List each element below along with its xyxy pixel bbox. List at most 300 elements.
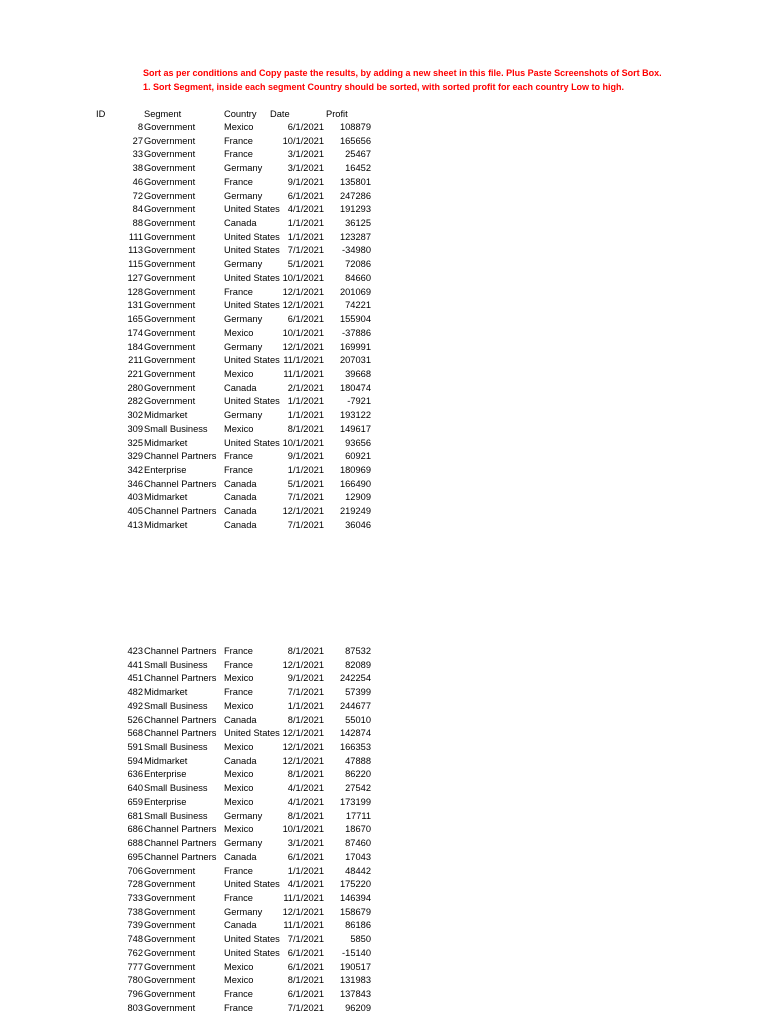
cell-id: 803: [127, 1002, 143, 1013]
cell-date: 12/1/2021: [282, 286, 324, 297]
cell-segment: Small Business: [144, 700, 208, 711]
cell-date: 8/1/2021: [287, 810, 324, 821]
table-row: [0, 341, 768, 355]
cell-segment: Government: [144, 286, 196, 297]
cell-profit: 17043: [345, 851, 371, 862]
cell-profit: 201069: [339, 286, 371, 297]
cell-country: Canada: [224, 492, 257, 503]
cell-country: United States: [224, 728, 280, 739]
cell-segment: Government: [144, 934, 196, 945]
cell-id: 777: [127, 961, 143, 972]
cell-profit: 166490: [339, 478, 371, 489]
cell-country: Germany: [224, 314, 263, 325]
cell-profit: 96209: [345, 1002, 371, 1013]
cell-segment: Channel Partners: [144, 714, 217, 725]
cell-segment: Channel Partners: [144, 646, 217, 656]
table-row: [0, 190, 768, 204]
cell-id: 111: [128, 231, 143, 242]
cell-segment: Government: [144, 920, 196, 931]
cell-profit: 60921: [345, 451, 371, 462]
cell-country: Germany: [224, 163, 263, 174]
cell-profit: 12909: [345, 492, 371, 503]
table-row: [0, 231, 768, 245]
cell-profit: 135801: [339, 176, 371, 187]
cell-date: 8/1/2021: [287, 646, 324, 656]
cell-profit: 108879: [339, 122, 371, 132]
cell-profit: 5850: [350, 934, 371, 945]
cell-id: 84: [132, 204, 143, 215]
cell-segment: Midmarket: [144, 687, 188, 698]
cell-date: 4/1/2021: [287, 783, 324, 794]
cell-country: Germany: [224, 259, 263, 270]
cell-id: 346: [127, 478, 143, 489]
header-profit: Profit: [326, 109, 348, 119]
cell-date: 7/1/2021: [287, 934, 324, 945]
cell-country: Germany: [224, 190, 263, 201]
cell-profit: 244677: [339, 700, 371, 711]
cell-profit: 166353: [339, 742, 371, 753]
cell-segment: Midmarket: [144, 519, 188, 530]
table-row: [0, 865, 768, 879]
cell-segment: Small Business: [144, 742, 208, 753]
cell-profit: 27542: [345, 783, 371, 794]
cell-date: 3/1/2021: [287, 149, 324, 160]
cell-id: 780: [127, 975, 143, 986]
cell-segment: Government: [144, 259, 196, 270]
cell-date: 9/1/2021: [287, 451, 324, 462]
table-row: [0, 244, 768, 258]
instruction-line-2: 1. Sort Segment, inside each segment Country should be sorted, with sorted profit for each country Low to high.: [143, 82, 625, 92]
cell-id: 688: [127, 838, 143, 849]
cell-profit: -7921: [347, 396, 371, 407]
cell-profit: 36125: [345, 218, 371, 229]
cell-id: 8: [137, 122, 143, 132]
cell-profit: 17711: [345, 810, 371, 821]
cell-country: Mexico: [224, 423, 254, 434]
cell-segment: Enterprise: [144, 769, 187, 780]
header-country: Country: [224, 109, 257, 119]
cell-segment: Channel Partners: [144, 838, 217, 849]
header-segment: Segment: [144, 109, 182, 119]
cell-segment: Government: [144, 947, 196, 958]
table-row: [0, 519, 768, 533]
table-row: [0, 258, 768, 272]
table-row: [0, 135, 768, 149]
cell-id: 38: [132, 163, 143, 174]
cell-id: 636: [127, 769, 143, 780]
cell-id: 594: [127, 755, 143, 766]
cell-country: United States: [224, 204, 280, 215]
table-row: [0, 892, 768, 906]
cell-country: France: [224, 687, 253, 698]
table-row: [0, 796, 768, 810]
cell-segment: Channel Partners: [144, 478, 217, 489]
cell-profit: 82089: [345, 659, 371, 670]
cell-date: 12/1/2021: [282, 300, 324, 311]
cell-date: 1/1/2021: [287, 231, 324, 242]
data-block-1: [0, 121, 768, 533]
table-row: [0, 423, 768, 437]
cell-profit: 173199: [339, 796, 371, 807]
table-row: [0, 782, 768, 796]
cell-id: 113: [128, 245, 143, 256]
cell-profit: 207031: [339, 355, 371, 366]
cell-profit: 18670: [345, 824, 371, 835]
table-row: [0, 961, 768, 975]
cell-id: 221: [127, 368, 143, 379]
cell-segment: Channel Partners: [144, 506, 217, 517]
cell-segment: Government: [144, 300, 196, 311]
cell-segment: Government: [144, 190, 196, 201]
cell-id: 115: [128, 259, 143, 270]
cell-date: 9/1/2021: [287, 176, 324, 187]
cell-date: 12/1/2021: [282, 728, 324, 739]
cell-date: 3/1/2021: [287, 838, 324, 849]
table-row: [0, 148, 768, 162]
cell-segment: Government: [144, 163, 196, 174]
cell-id: 329: [127, 451, 143, 462]
cell-profit: 55010: [345, 714, 371, 725]
cell-segment: Government: [144, 204, 196, 215]
table-row: [0, 659, 768, 673]
cell-id: 46: [132, 176, 143, 187]
cell-date: 6/1/2021: [287, 190, 324, 201]
cell-profit: 93656: [345, 437, 371, 448]
cell-segment: Government: [144, 1002, 196, 1013]
cell-date: 8/1/2021: [287, 975, 324, 986]
cell-date: 4/1/2021: [287, 204, 324, 215]
cell-country: Mexico: [224, 327, 254, 338]
cell-segment: Government: [144, 272, 196, 283]
cell-country: Germany: [224, 410, 263, 421]
cell-date: 10/1/2021: [282, 824, 324, 835]
cell-profit: 247286: [339, 190, 371, 201]
instruction-line-1: Sort as per conditions and Copy paste the results, by adding a new sheet in this file. Plus Paste Screenshots of Sort Box.: [143, 68, 662, 78]
table-row: [0, 478, 768, 492]
cell-profit: 36046: [345, 519, 371, 530]
cell-date: 1/1/2021: [287, 410, 324, 421]
cell-country: Mexico: [224, 975, 254, 986]
cell-profit: 219249: [339, 506, 371, 517]
cell-profit: 180474: [339, 382, 371, 393]
cell-date: 5/1/2021: [287, 478, 324, 489]
cell-id: 441: [127, 659, 143, 670]
table-row: [0, 700, 768, 714]
table-row: [0, 464, 768, 478]
cell-segment: Government: [144, 122, 196, 132]
table-row: [0, 672, 768, 686]
cell-country: Germany: [224, 341, 263, 352]
cell-id: 413: [127, 519, 143, 530]
cell-date: 4/1/2021: [287, 879, 324, 890]
cell-segment: Government: [144, 865, 196, 876]
cell-id: 405: [127, 506, 143, 517]
cell-date: 8/1/2021: [287, 714, 324, 725]
cell-profit: 180969: [339, 464, 371, 475]
cell-date: 11/1/2021: [283, 368, 324, 379]
cell-id: 659: [127, 796, 143, 807]
cell-segment: Small Business: [144, 423, 208, 434]
cell-id: 211: [128, 355, 143, 366]
cell-profit: 25467: [345, 149, 371, 160]
cell-country: Canada: [224, 920, 257, 931]
cell-profit: -37886: [342, 327, 371, 338]
cell-id: 128: [127, 286, 143, 297]
instructions: [143, 66, 662, 94]
cell-id: 309: [127, 423, 143, 434]
table-row: [0, 491, 768, 505]
table-row: [0, 919, 768, 933]
cell-country: Canada: [224, 755, 257, 766]
table-row: [0, 217, 768, 231]
table-row: [0, 450, 768, 464]
table-row: [0, 810, 768, 824]
table-row: [0, 286, 768, 300]
header-id: ID: [96, 109, 106, 119]
cell-segment: Channel Partners: [144, 673, 217, 684]
cell-country: France: [224, 988, 253, 999]
cell-segment: Government: [144, 245, 196, 256]
cell-profit: 123287: [339, 231, 371, 242]
cell-segment: Government: [144, 396, 196, 407]
cell-country: United States: [224, 231, 280, 242]
cell-segment: Channel Partners: [144, 824, 217, 835]
cell-segment: Government: [144, 988, 196, 999]
cell-profit: 149617: [339, 423, 371, 434]
cell-segment: Channel Partners: [144, 728, 217, 739]
cell-date: 6/1/2021: [287, 947, 324, 958]
cell-date: 7/1/2021: [287, 519, 324, 530]
table-row: [0, 837, 768, 851]
cell-profit: -34980: [342, 245, 371, 256]
cell-id: 796: [127, 988, 143, 999]
cell-segment: Government: [144, 135, 196, 146]
cell-country: Mexico: [224, 783, 254, 794]
cell-id: 640: [127, 783, 143, 794]
cell-profit: 131983: [339, 975, 371, 986]
cell-country: Germany: [224, 810, 263, 821]
cell-country: United States: [224, 396, 280, 407]
cell-country: Mexico: [224, 700, 254, 711]
table-row: [0, 1002, 768, 1016]
cell-profit: 48442: [345, 865, 371, 876]
cell-profit: 155904: [339, 314, 371, 325]
cell-date: 11/1/2021: [283, 920, 324, 931]
cell-date: 1/1/2021: [287, 396, 324, 407]
cell-segment: Small Business: [144, 783, 208, 794]
cell-id: 325: [127, 437, 143, 448]
cell-id: 526: [127, 714, 143, 725]
header-date: Date: [270, 109, 290, 119]
cell-date: 12/1/2021: [282, 755, 324, 766]
cell-country: Canada: [224, 519, 257, 530]
table-row: [0, 727, 768, 741]
cell-date: 9/1/2021: [287, 673, 324, 684]
cell-country: France: [224, 135, 253, 146]
cell-profit: 74221: [345, 300, 371, 311]
cell-id: 762: [127, 947, 143, 958]
table-row: [0, 714, 768, 728]
cell-date: 1/1/2021: [287, 865, 324, 876]
cell-date: 12/1/2021: [282, 742, 324, 753]
cell-segment: Government: [144, 382, 196, 393]
cell-profit: 72086: [345, 259, 371, 270]
cell-country: Mexico: [224, 368, 254, 379]
cell-date: 10/1/2021: [282, 437, 324, 448]
cell-date: 12/1/2021: [282, 659, 324, 670]
cell-segment: Government: [144, 906, 196, 917]
cell-date: 12/1/2021: [282, 341, 324, 352]
table-row: [0, 437, 768, 451]
cell-segment: Enterprise: [144, 464, 187, 475]
cell-date: 1/1/2021: [287, 218, 324, 229]
table-row: [0, 203, 768, 217]
table-row: [0, 505, 768, 519]
cell-id: 280: [127, 382, 143, 393]
cell-country: France: [224, 659, 253, 670]
cell-segment: Government: [144, 149, 196, 160]
cell-id: 706: [127, 865, 143, 876]
table-row: [0, 768, 768, 782]
cell-profit: 39668: [345, 368, 371, 379]
table-row: [0, 272, 768, 286]
cell-profit: 47888: [345, 755, 371, 766]
cell-country: Canada: [224, 851, 257, 862]
cell-id: 686: [127, 824, 143, 835]
table-row: [0, 368, 768, 382]
cell-country: Germany: [224, 906, 263, 917]
cell-id: 127: [127, 272, 143, 283]
table-row: [0, 395, 768, 409]
cell-id: 72: [132, 190, 143, 201]
cell-country: France: [224, 464, 253, 475]
cell-country: France: [224, 176, 253, 187]
cell-profit: 242254: [339, 673, 371, 684]
cell-country: Canada: [224, 506, 257, 517]
table-row: [0, 878, 768, 892]
cell-date: 6/1/2021: [287, 851, 324, 862]
cell-date: 7/1/2021: [287, 492, 324, 503]
table-row: [0, 988, 768, 1002]
cell-id: 131: [127, 300, 143, 311]
cell-date: 8/1/2021: [287, 423, 324, 434]
cell-profit: 165656: [339, 135, 371, 146]
cell-date: 7/1/2021: [287, 1002, 324, 1013]
cell-segment: Government: [144, 892, 196, 903]
cell-id: 568: [127, 728, 143, 739]
cell-profit: 137843: [339, 988, 371, 999]
cell-id: 728: [127, 879, 143, 890]
cell-date: 6/1/2021: [287, 314, 324, 325]
cell-segment: Channel Partners: [144, 851, 217, 862]
cell-profit: 16452: [345, 163, 371, 174]
cell-id: 492: [127, 700, 143, 711]
cell-segment: Channel Partners: [144, 451, 217, 462]
cell-segment: Midmarket: [144, 755, 188, 766]
cell-id: 33: [132, 149, 143, 160]
cell-segment: Government: [144, 879, 196, 890]
cell-id: 184: [127, 341, 143, 352]
cell-date: 12/1/2021: [282, 506, 324, 517]
cell-profit: -15140: [342, 947, 371, 958]
table-row: [0, 313, 768, 327]
cell-id: 342: [127, 464, 143, 475]
cell-country: Canada: [224, 382, 257, 393]
table-row: [0, 686, 768, 700]
cell-segment: Government: [144, 314, 196, 325]
cell-date: 12/1/2021: [282, 906, 324, 917]
cell-profit: 146394: [339, 892, 371, 903]
cell-country: Canada: [224, 478, 257, 489]
cell-id: 681: [127, 810, 143, 821]
cell-segment: Small Business: [144, 810, 208, 821]
cell-profit: 86220: [345, 769, 371, 780]
cell-date: 5/1/2021: [287, 259, 324, 270]
cell-id: 88: [132, 218, 143, 229]
table-row: [0, 327, 768, 341]
cell-country: Mexico: [224, 742, 254, 753]
cell-id: 423: [127, 646, 143, 656]
cell-date: 6/1/2021: [287, 988, 324, 999]
cell-date: 8/1/2021: [287, 769, 324, 780]
cell-country: United States: [224, 245, 280, 256]
cell-date: 11/1/2021: [283, 892, 324, 903]
cell-country: France: [224, 286, 253, 297]
cell-date: 7/1/2021: [287, 687, 324, 698]
table-row: [0, 409, 768, 423]
cell-date: 3/1/2021: [287, 163, 324, 174]
cell-profit: 169991: [339, 341, 371, 352]
cell-country: Canada: [224, 218, 257, 229]
cell-segment: Enterprise: [144, 796, 187, 807]
cell-id: 739: [127, 920, 143, 931]
cell-segment: Government: [144, 176, 196, 187]
cell-segment: Midmarket: [144, 410, 188, 421]
cell-country: Mexico: [224, 824, 254, 835]
cell-date: 4/1/2021: [287, 796, 324, 807]
cell-country: United States: [224, 947, 280, 958]
cell-segment: Government: [144, 327, 196, 338]
cell-country: France: [224, 892, 253, 903]
cell-date: 2/1/2021: [287, 382, 324, 393]
cell-date: 10/1/2021: [282, 327, 324, 338]
cell-profit: 142874: [339, 728, 371, 739]
cell-id: 482: [127, 687, 143, 698]
cell-id: 733: [127, 892, 143, 903]
table-row: [0, 121, 768, 135]
cell-id: 695: [127, 851, 143, 862]
cell-country: Mexico: [224, 122, 254, 132]
cell-profit: 191293: [339, 204, 371, 215]
cell-country: France: [224, 865, 253, 876]
cell-segment: Government: [144, 975, 196, 986]
table-row: [0, 851, 768, 865]
table-row: [0, 947, 768, 961]
cell-country: United States: [224, 934, 280, 945]
cell-country: Mexico: [224, 796, 254, 807]
cell-country: Mexico: [224, 961, 254, 972]
cell-country: Mexico: [224, 769, 254, 780]
cell-profit: 158679: [339, 906, 371, 917]
cell-country: Mexico: [224, 673, 254, 684]
cell-country: Canada: [224, 714, 257, 725]
cell-id: 738: [127, 906, 143, 917]
cell-profit: 175220: [339, 879, 371, 890]
cell-segment: Government: [144, 961, 196, 972]
cell-date: 11/1/2021: [283, 355, 324, 366]
cell-segment: Government: [144, 341, 196, 352]
table-row: [0, 741, 768, 755]
